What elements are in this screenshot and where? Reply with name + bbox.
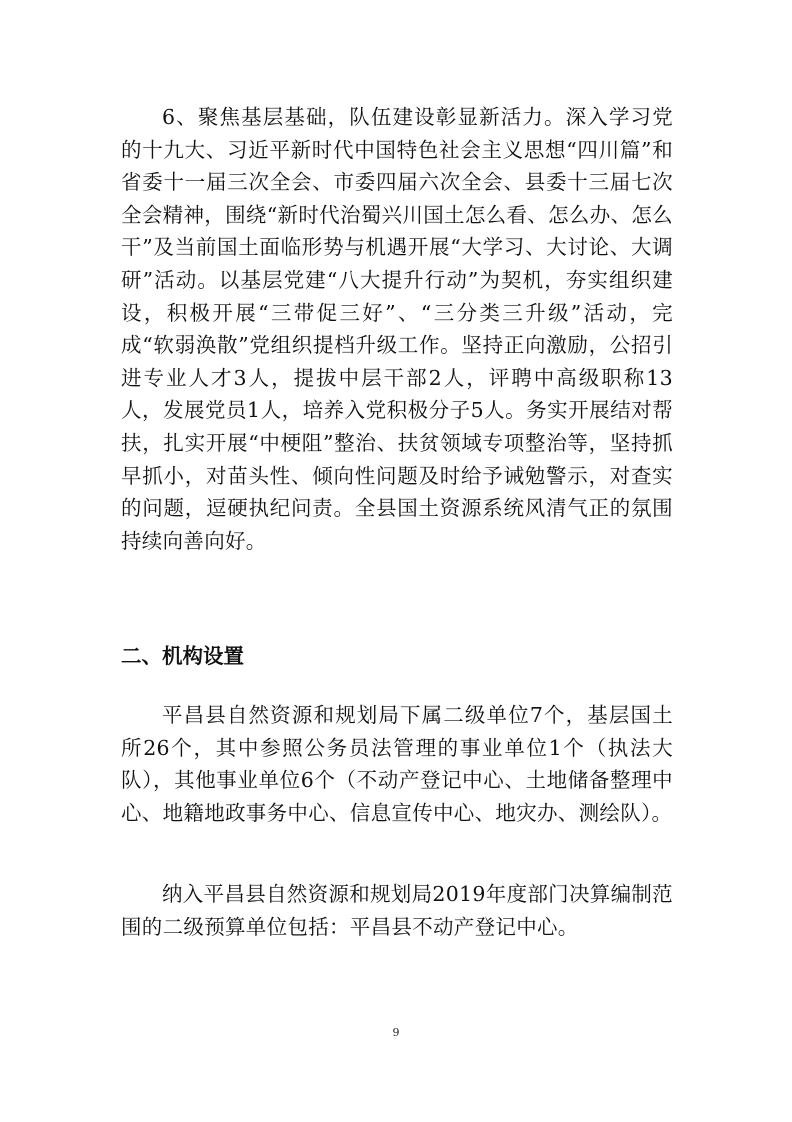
body-paragraph-subordinate-units: 平昌县自然资源和规划局下属二级单位7个，基层国土所26个，其中参照公务员法管理的事业单位1个（执法大队），其他事业单位6个（不动产登记中心、土地储备整理中心、地籍地政事务中心、信息宣传中心、地灾办、测绘队）。 (121, 703, 673, 825)
body-paragraph-team-building: 6、聚焦基层基础，队伍建设彰显新活力。深入学习党的十九大、习近平新时代中国特色社会主义思想“四川篇”和省委十一届三次全会、市委四届六次全会、县委十三届七次全会精神，围绕“新时代治蜀兴川国土怎么看、怎么办、怎么干”及当前国土面临形势与机遇开展“大学习、大讨论、大调研”活动。以基层党建“八大提升行动”为契机，夯实组织建设，积极开展“三带促三好”、“三分类三升级”活动，完成“软弱涣散”党组织提档升级工作。坚持正向激励，公招引进专业人才3人，提拔中层干部2人，评聘中高级职称13人，发展党员1人，培养入党积极分子5人。务实开展结对帮扶，扎实开展“中梗阻”整治、扶贫领域专项整治等，坚持抓早抓小，对苗头性、倾向性问题及时给予诫勉警示，对查实的问题，逗硬执纪问责。全县国土资源系统风清气正的氛围持续向善向好。 (121, 105, 673, 553)
section-heading-organization: 二、机构设置 (121, 644, 244, 668)
page-number: 9 (392, 1026, 400, 1039)
body-paragraph-budget-units: 纳入平昌县自然资源和规划局2019年度部门决算编制范围的二级预算单位包括：平昌县不动产登记中心。 (121, 882, 673, 939)
